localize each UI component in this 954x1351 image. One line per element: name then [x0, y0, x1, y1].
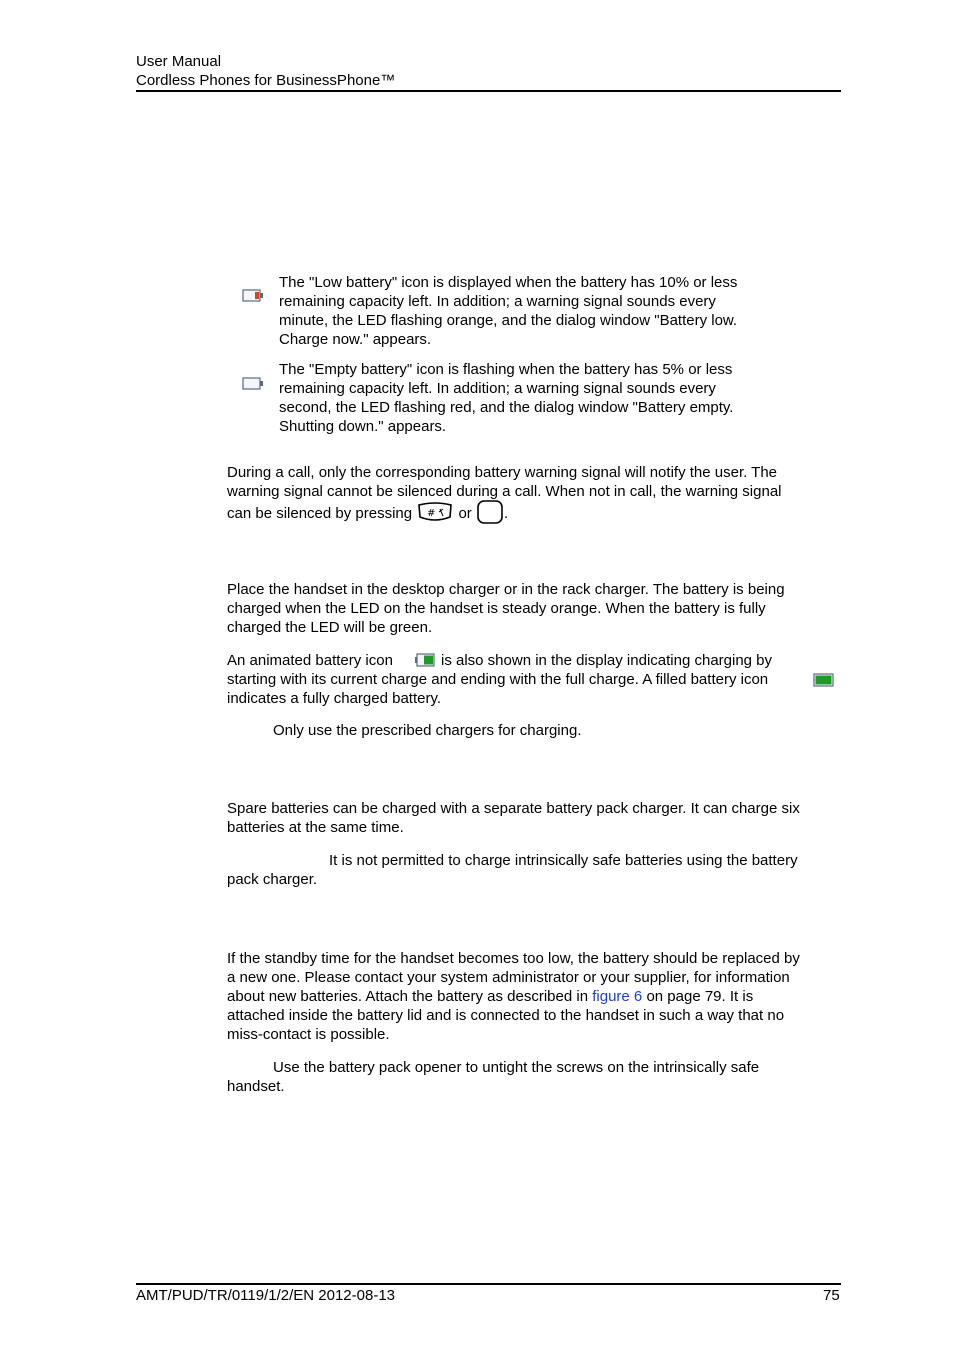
spare-batteries-paragraph: Spare batteries can be charged with a separate battery pack charger. It can charge six batteries at the same time. [227, 800, 800, 836]
animated-battery-line-start: An animated battery icon [227, 652, 393, 669]
replace-battery-paragraph: If the standby time for the handset becomes too low, the battery should be replaced by a new one. Please contact your system administrator or your supplier, for information about new batteries. Attach the battery as described in figure 6 on page 79. It is attached inside the battery lid and is connected to the handset in such a way that no miss-contact is possible. [227, 950, 800, 1043]
spare-note-line1: It is not permitted to charge intrinsically safe batteries using the battery [329, 852, 798, 869]
battery-charging-icon [414, 652, 436, 668]
full-charge-line-end: indicates a fully charged battery. [227, 690, 442, 707]
charger-note: Only use the prescribed chargers for charging. [273, 722, 582, 739]
footer-rule [136, 1283, 841, 1285]
opener-note-line2: handset. [227, 1078, 285, 1095]
blank-key-icon [476, 499, 504, 525]
page-number: 75 [823, 1287, 840, 1304]
animated-battery-line-end: is also shown in the display indicating charging by [441, 652, 773, 669]
spare-note-line2: pack charger. [227, 871, 318, 888]
battery-full-icon [813, 672, 835, 688]
header-rule [136, 90, 841, 92]
full-charge-line: starting with its current charge and ending with the full charge. A filled battery icon [227, 671, 769, 688]
figure-6-link[interactable]: figure 6 [592, 988, 643, 1005]
charging-paragraph: Place the handset in the desktop charger or in the rack charger. The battery is being charged when the LED on the handset is steady orange. When the battery is fully charged the LED will be green. [227, 581, 785, 636]
hash-key-icon [416, 500, 454, 524]
opener-note-line1: Use the battery pack opener to untight the screws on the intrinsically safe [273, 1059, 760, 1076]
empty-battery-text: The "Empty battery" icon is flashing when the battery has 5% or less remaining capacity left. In addition; a warning signal sounds every second, the LED flashing red, and the dialog window "Battery empty. Shutting down." appears. [279, 361, 734, 435]
header-subtitle: Cordless Phones for BusinessPhone™ [136, 72, 396, 89]
header-title: User Manual [136, 53, 222, 70]
battery-empty-icon [242, 376, 264, 392]
call-warning-paragraph: During a call, only the corresponding battery warning signal will notify the user. The warning signal cannot be silenced during a call. When not in call, the warning signal can be silenced by pressing # or . [227, 463, 782, 527]
footer-doc-id: AMT/PUD/TR/0119/1/2/EN 2012-08-13 [136, 1287, 396, 1304]
low-battery-text: The "Low battery" icon is displayed when the battery has 10% or less remaining capacity left. In addition; a warning signal sounds every minute, the LED flashing orange, and the dialog window "Battery low. Charge now." appears. [279, 274, 738, 348]
call-warning-line3-text: can be silenced by pressing [227, 504, 413, 522]
battery-low-icon [242, 288, 264, 304]
or-text: or [458, 504, 472, 522]
svg-text:#: # [427, 508, 436, 519]
